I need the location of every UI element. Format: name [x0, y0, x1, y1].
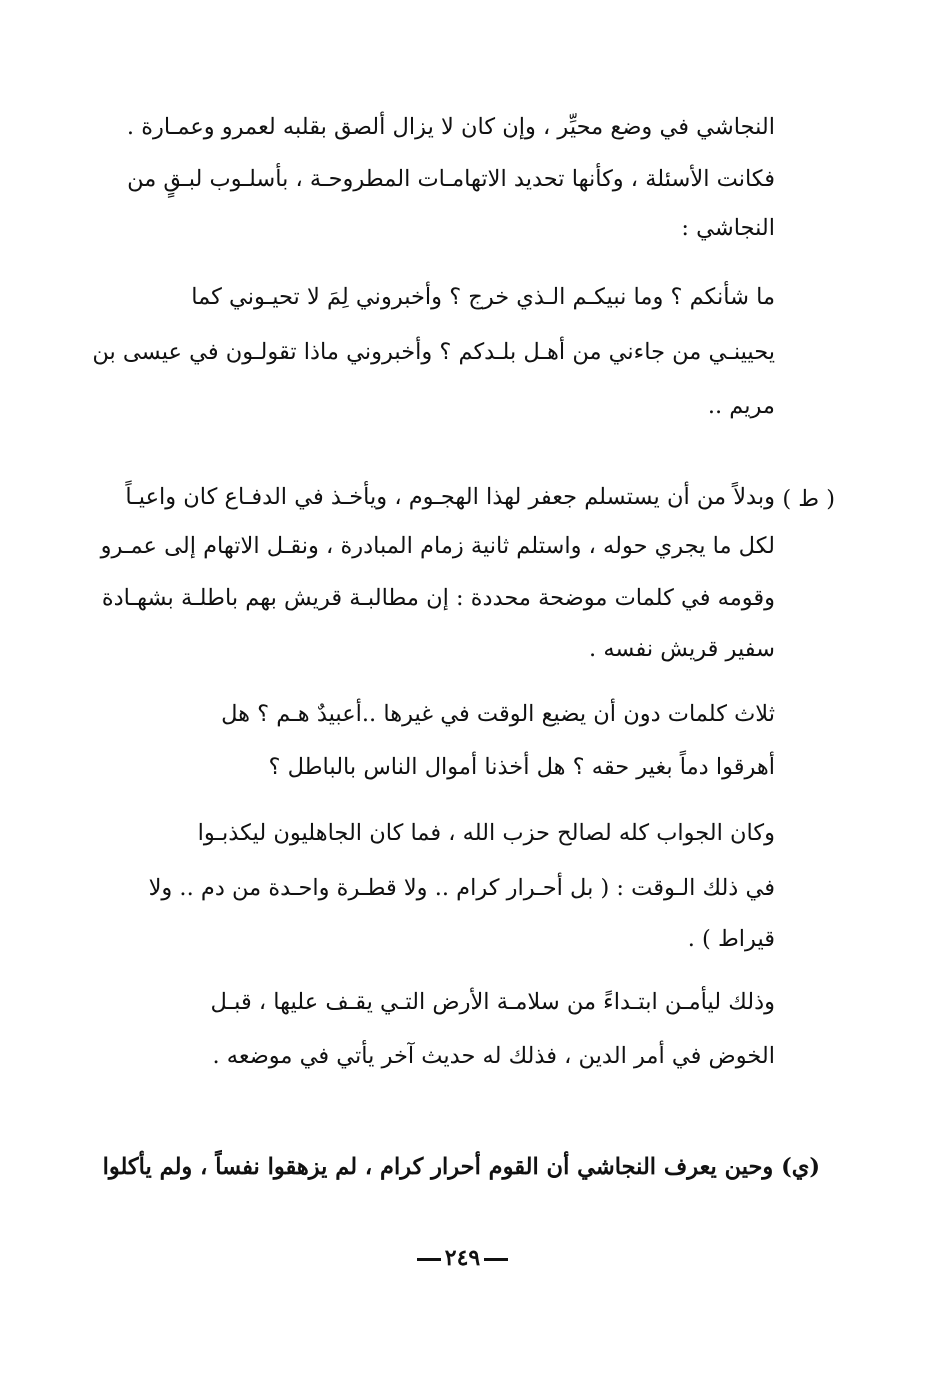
paragraph-3-line-1: وبدلاً من أن يستسلم جعفر لهذا الهجـوم ، ويأخـذ في الدفـاع كان واعيـاً: [125, 484, 775, 510]
page-number: ٢٤٩: [444, 1245, 481, 1271]
paragraph-5-line-2: في ذلك الـوقت : ( بل أحـرار كرام .. ولا قطـرة واحـدة من دم .. ولا: [148, 875, 775, 901]
paragraph-1-line-3: النجاشي :: [681, 215, 775, 241]
paragraph-6-line-1: وذلك ليأمـن ابتـداءً من سلامـة الأرض التـي يقـف عليها ، قبـل: [210, 989, 775, 1015]
paragraph-4-line-2: أهرقوا دماً بغير حقه ؟ هل أخذنا أموال الناس بالباطل ؟: [268, 754, 775, 780]
page-number-dash-left: [417, 1258, 441, 1261]
paragraph-4-line-1: ثلاث كلمات دون أن يضيع الوقت في غيرها ..أعبيدٌ هـم ؟ هل: [221, 701, 775, 727]
paragraph-7-line-1: (ي) وحين يعرف النجاشي أن القوم أحرار كرام ، لم يزهقوا نفساً ، ولم يأكلوا: [102, 1154, 820, 1180]
paragraph-1-line-2: فكانت الأسئلة ، وكأنها تحديد الاتهامـات المطروحـة ، بأسلـوب لبـقٍ من: [127, 166, 775, 192]
page-number-dash-right: [484, 1258, 508, 1261]
paragraph-2-line-1: ما شأنكم ؟ وما نبيكـم الـذي خرج ؟ وأخبروني لِمَ لا تحيـوني كما: [191, 284, 775, 310]
paragraph-5-line-1: وكان الجواب كله لصالح حزب الله ، فما كان الجاهليون ليكذبـوا: [197, 820, 775, 846]
paragraph-2-line-3: مريم ..: [707, 393, 775, 419]
paragraph-5-line-3: قيراط ) .: [687, 926, 775, 952]
item-marker-taa: ( ط ): [782, 486, 835, 512]
page-number-block: [0, 1245, 925, 1271]
paragraph-3-line-4: سفير قريش نفسه .: [589, 636, 775, 662]
paragraph-6-line-2: الخوض في أمر الدين ، فذلك له حديث آخر يأتي في موضعه .: [212, 1043, 775, 1069]
paragraph-3-line-2: لكل ما يجري حوله ، واستلم ثانية زمام المبادرة ، ونقـل الاتهام إلى عمـرو: [100, 533, 775, 559]
paragraph-2-line-2: يحيينـي من جاءني من أهـل بلـدكم ؟ وأخبروني ماذا تقولـون في عيسى بن: [92, 339, 775, 365]
paragraph-1-line-1: النجاشي في وضع محيِّر ، وإن كان لا يزال ألصق بقلبه لعمرو وعمـارة .: [126, 114, 775, 140]
paragraph-3-line-3: وقومه في كلمات موضحة محددة : إن مطالبـة قريش بهم باطلـة بشهـادة: [101, 585, 775, 611]
